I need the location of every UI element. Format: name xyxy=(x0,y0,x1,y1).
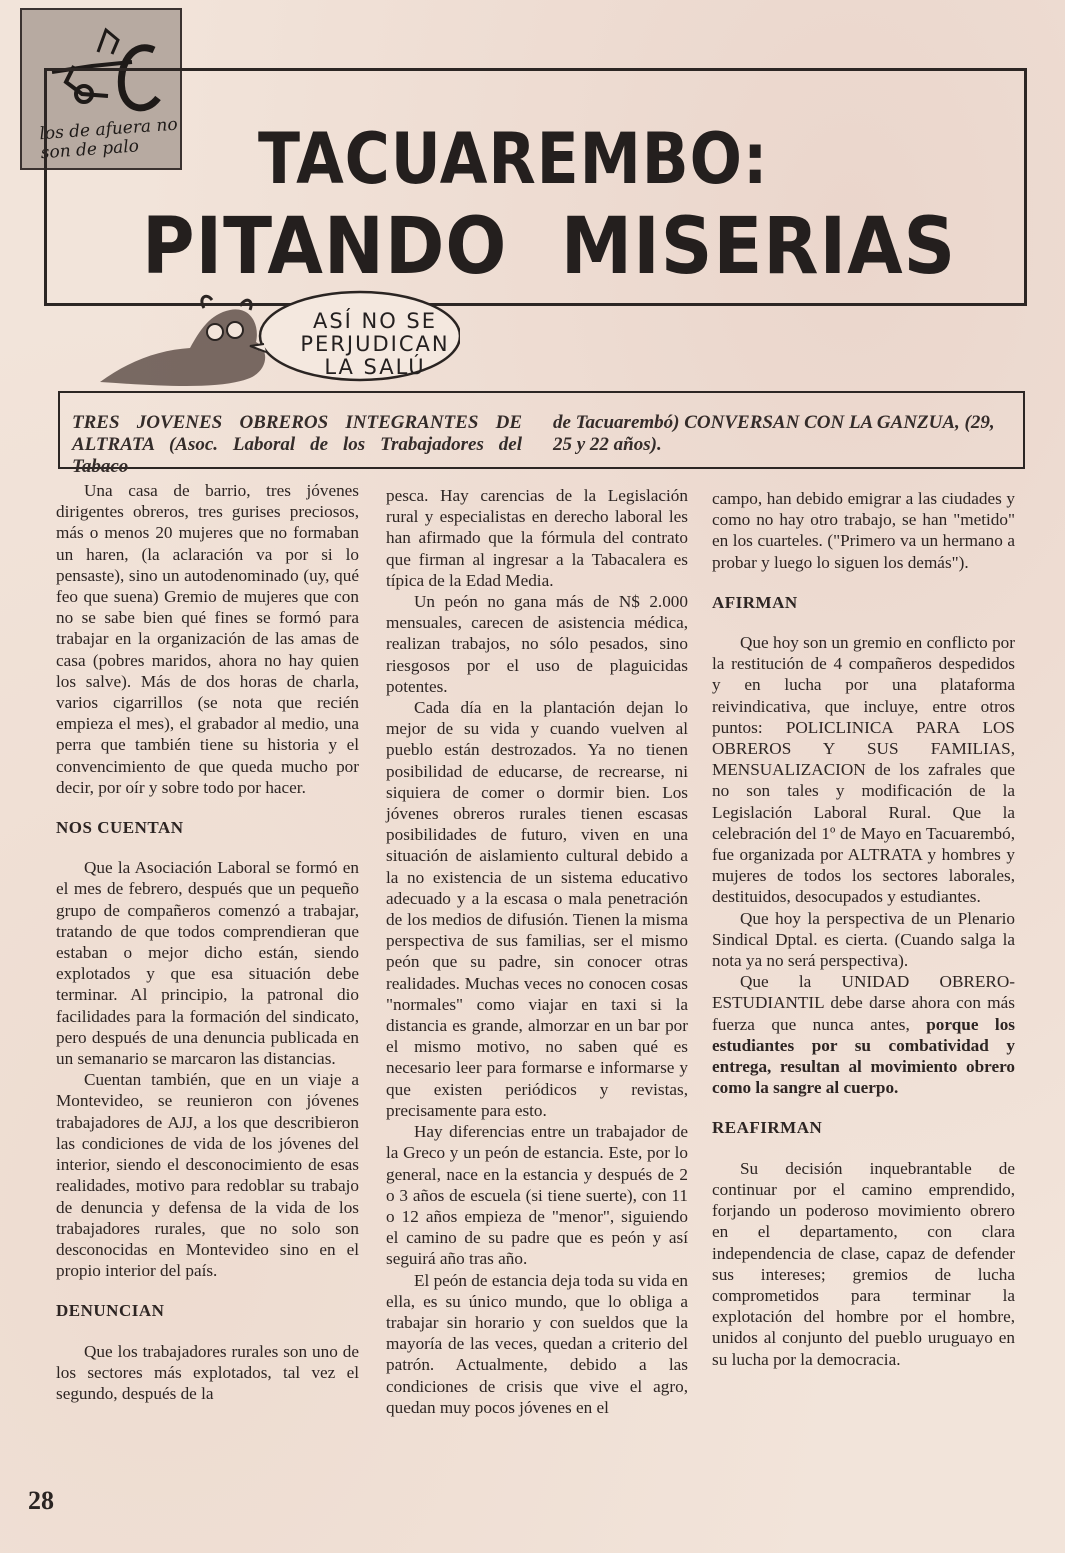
paragraph: Una casa de barrio, tres jóvenes dirigentes obreros, tres gurises preciosos, más o menos 20 mujeres que no formaban un haren, (la aclaración va por si lo pensaste), sino un autodenominado (uy, qué feo que suena) Gremio de mujeres que con no se sabe bien qué fines se formó para trabajar en la organización de las amas de casa (pobres maridos, ahora no hay quien los salve). Más de dos horas de charla, varios cigarrillos (se nota que recién empieza el mes), el grabador al medio, una perra que también tiene su historia y el convencimiento de que queda mucho por decir, por oír y sobre todo por hacer. xyxy=(56,481,359,797)
subtitle-right: de Tacuarembó) CONVERSAN CON LA GANZUA, (29, 25 y 22 años). xyxy=(553,412,995,455)
bold-statement: porque los estudiantes por su combatividad y entrega, resultan al movimiento obrero como la sangre al cuerpo. xyxy=(712,1014,1015,1098)
headline-line-1: TACUAREMBO: xyxy=(258,118,769,200)
paragraph: pesca. Hay carencias de la Legislación rural y especialistas en derecho laboral les han afirmado que la fórmula del contrato que firman al ingresar a la Tabacalera es típica de la Edad Media. xyxy=(386,486,688,590)
paragraph: Que la Asociación Laboral se formó en el mes de febrero, después que un pequeño grupo de compañeros comenzó a trabajar, tratando de que todos comprendieran que estaban o mejor dicho están, siendo explotados y que esa situación debe terminar. Al principio, la patronal dio facilidades para la formación del sindicato, pero después de una denuncia publicada en un semanario se marcaron las distancias. xyxy=(56,858,359,1069)
article-column-2 xyxy=(386,485,688,1418)
paragraph: Que los trabajadores rurales son uno de los sectores más explotados, tal vez el segundo, después de la xyxy=(56,1341,359,1403)
article-column-1 xyxy=(56,480,359,1404)
paragraph: Que la UNIDAD OBRERO-ESTUDIANTIL debe darse ahora con más fuerza que nunca antes, porque los estudiantes por su combatividad y entrega, resultan al movimiento obrero como la sangre al cuerpo. xyxy=(712,972,1015,1098)
subtitle-left: TRES JOVENES OBREROS INTEGRANTES DE ALTRATA (Asoc. Laboral de los Trabajadores del Tabaco xyxy=(72,412,522,477)
paragraph: Su decisión inquebrantable de continuar por el camino emprendido, forjando un poderoso movimiento obrero en el departamento, con clara independencia de clase, capaz de defender sus intereses; gremios de lucha comprometidos para terminar la explotación del hombre por el hombre, unidos al conjunto del pueblo uruguayo en su lucha por la democracia. xyxy=(712,1158,1015,1369)
paragraph: Un peón no gana más de N$ 2.000 mensuales, carecen de asistencia médica, realizan trabajos, no sólo pesados, sino riesgosos por el uso de plaguicidas potentes. xyxy=(386,592,688,696)
headline-line-2: PITANDO MISERIAS xyxy=(142,202,957,292)
logo-text: los de afuera no son de palo xyxy=(38,114,179,164)
paragraph: Hay diferencias entre un trabajador de la Greco y un peón de estancia. Este, por lo general, nace en la estancia y después de 2 o 3 años de escuela (si tiene suerte), con 11 o 12 años empieza de "menor", siguiendo el camino de su padre que es peón y así seguirá año tras año. xyxy=(386,1122,688,1269)
page-number: 28 xyxy=(28,1486,54,1515)
section-heading-nos-cuentan: NOS CUENTAN xyxy=(56,818,184,838)
speech-bubble-text: ASÍ NO SE PERJUDICAN LA SALÚ xyxy=(300,309,450,379)
paragraph: Que hoy son un gremio en conflicto por la restitución de 4 compañeros despedidos y en lucha por una plataforma reivindicativa, que incluye, entre otros puntos: POLICLINICA PARA LOS OBREROS Y SUS FAMILIAS, MENSUALIZACION de los zafrales que no son tales y modificación de la Legislación Laboral Rural. Que la celebración del 1º de Mayo en Tacuarembó, fue organizada por ALTRATA y hombres y mujeres de todos los sectores laborales, destituidos, desocupados y estudiantes. xyxy=(712,633,1015,907)
article-column-3 xyxy=(712,488,1015,1370)
paragraph: El peón de estancia deja toda su vida en ella, es su único mundo, que lo obliga a trabajar sin horario y con sueldos que la mayoría de las veces, quedan a criterio del patrón. Actualmente, debido a las condiciones de crisis que vive el agro, quedan muy pocos jóvenes en el xyxy=(386,1270,688,1417)
section-heading-afirman: AFIRMAN xyxy=(712,592,798,612)
paragraph: campo, han debido emigrar a las ciudades y como no hay otro trabajo, se han "metido" en los cuarteles. ("Primero va un hermano a probar y luego lo siguen los demás"). xyxy=(712,489,1015,572)
paragraph: Que hoy la perspectiva de un Plenario Sindical Dptal. es cierta. (Cuando salga la nota ya no será perspectiva). xyxy=(712,908,1015,971)
section-heading-denuncian: DENUNCIAN xyxy=(56,1301,165,1321)
paragraph: Cada día en la plantación dejan lo mejor de su vida y cuando vuelven al pueblo están destrozados. Ya no tienen posibilidad de educarse, de recrearse, ni siquiera de comer o dormir bien. Los jóvenes obreros rurales tienen escasas posibilidades de futuro, viven en una situación de aislamiento cultural debido a la no existencia de un sistema educativo adecuado y a la escasa o mala penetración de los medios de difusión. Tienen la misma perspectiva de sus familias, ser el mismo peón que su padre, sin conocer otras realidades. Muchas veces no conocen cosas "normales" como viajar en taxi si la distancia es grande, almorzar en un bar por el mismo motivo, no saben qué es necesario leer para formarse e informarse y que existen periódicos y revistas, precisamente para esto. xyxy=(386,698,688,1120)
section-heading-reafirman: REAFIRMAN xyxy=(712,1118,823,1138)
paragraph: Cuentan también, que en un viaje a Montevideo, se reunieron con jóvenes trabajadores de AJJ, a los que describieron las condiciones de vida de los jóvenes del interior, siendo el desconocimiento de esas realidades, motivo para redoblar su trabajo de denuncia y defensa de la vida de los trabajadores rurales, que no solo son desconocidas en Montevideo sino en el propio interior del país. xyxy=(56,1070,359,1281)
